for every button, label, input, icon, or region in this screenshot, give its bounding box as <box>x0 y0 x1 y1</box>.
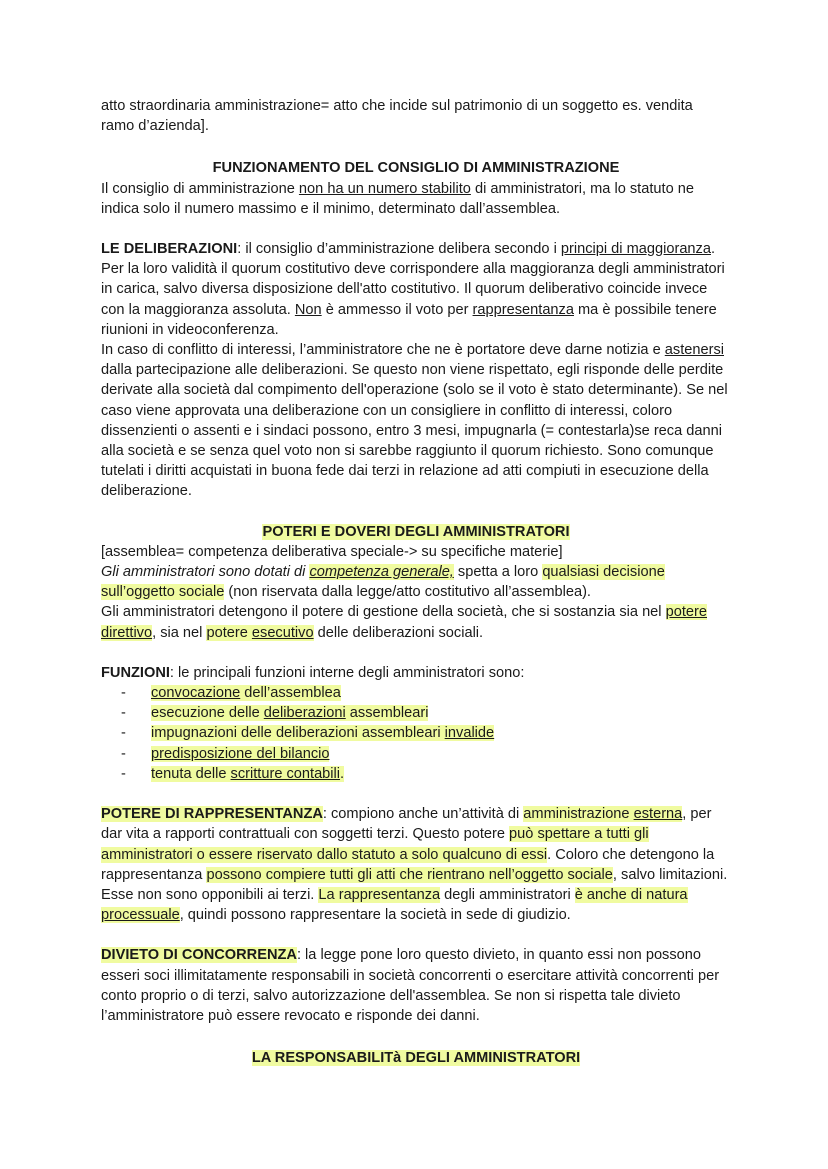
poteri-paragraph: Gli amministratori sono dotati di competenza generale, spetta a loro qualsiasi decisione sull’oggetto sociale (non riservata dalla legge/atto costitutivo all’assemblea). <box>101 564 665 601</box>
list-item: - esecuzione delle deliberazioni assembleari <box>121 703 731 723</box>
funzioni-list <box>101 683 731 784</box>
funzionamento-paragraph: Il consiglio di amministrazione non ha un numero stabilito di amministratori, ma lo statuto ne indica solo il numero massimo e il minimo, determinato dall’assemblea. <box>101 180 694 217</box>
document-page <box>101 96 731 1068</box>
rappresentanza-paragraph: POTERE DI RAPPRESENTANZA: compiono anche un’attività di amministrazione esterna, per dar vita a rapporti contrattuali con soggetti terzi. Questo potere può spettare a tutti gli amministratori o essere riservato dallo statuto a solo qualcuno di essi. Coloro che detengono la rappresentanza possono compiere tutti gli atti che rientrano nell’oggetto sociale, salvo limitazioni. Esse non sono opponibili ai terzi. La rappresentanza degli amministratori è anche di natura processuale, quindi possono rappresentare la società in sede di giudizio. <box>101 806 728 924</box>
gestione-paragraph: Gli amministratori detengono il potere di gestione della società, che si sostanzia sia nel potere direttivo, sia nel potere esecutivo delle deliberazioni sociali. <box>101 604 707 641</box>
list-item: - impugnazioni delle deliberazioni assembleari invalide <box>121 723 731 743</box>
funzioni-intro: FUNZIONI: le principali funzioni interne degli amministratori sono: <box>101 664 525 681</box>
list-item: - tenuta delle scritture contabili. <box>121 764 731 784</box>
heading-poteri: POTERI E DOVERI DEGLI AMMINISTRATORI <box>262 523 570 540</box>
poteri-bracket-note: [assemblea= competenza deliberativa speciale-> su specifiche materie] <box>101 543 563 560</box>
list-item: - convocazione dell’assemblea <box>121 683 731 703</box>
concorrenza-paragraph: DIVIETO DI CONCORRENZA: la legge pone loro questo divieto, in quanto essi non possono esseri soci illimitatamente responsabili in società concorrenti o esercitare attività concorrenti per conto proprio o di terzi, salvo autorizzazione dell'assemblea. Se non si rispetta tale divieto l’amministratore può essere revocato e risponde dei danni. <box>101 947 720 1024</box>
heading-funzionamento: FUNZIONAMENTO DEL CONSIGLIO DI AMMINISTRAZIONE <box>212 160 620 177</box>
conflitto-paragraph: In caso di conflitto di interessi, l’amministratore che ne è portatore deve darne notizia e astenersi dalla partecipazione alle deliberazioni. Se questo non viene rispettato, egli risponde delle perdite derivate alla società dal compimento dell'operazione (solo se il voto è stato determinante). Se nel caso viene approvata una deliberazione con un consigliere in conflitto di interessi, coloro dissenzienti o assenti e i sindaci possono, entro 3 mesi, impugnarla (= contestarla)se reca danni alla società e se senza quel voto non si sarebbe raggiunto il quorum richiesto. Sono comunque tutelati i diritti acquistati in buona fede dai terzi in relazione ad atti compiuti in esecuzione della deliberazione. <box>101 342 728 500</box>
deliberazioni-paragraph: LE DELIBERAZIONI: il consiglio d’amministrazione delibera secondo i principi di maggioranza. Per la loro validità il quorum costitutivo deve corrispondere alla maggioranza degli amministratori in carica, salvo diversa disposizione dell'atto costitutivo. Il quorum deliberativo coincide invece con la maggioranza assoluta. Non è ammesso il voto per rappresentanza ma è possibile tenere riunioni in videoconferenza. <box>101 241 725 338</box>
intro-paragraph: atto straordinaria amministrazione= atto che incide sul patrimonio di un soggetto es. vendita ramo d’azienda]. <box>101 98 693 135</box>
list-item: - predisposizione del bilancio <box>121 744 731 764</box>
heading-responsabilita: LA RESPONSABILITà DEGLI AMMINISTRATORI <box>251 1050 581 1067</box>
